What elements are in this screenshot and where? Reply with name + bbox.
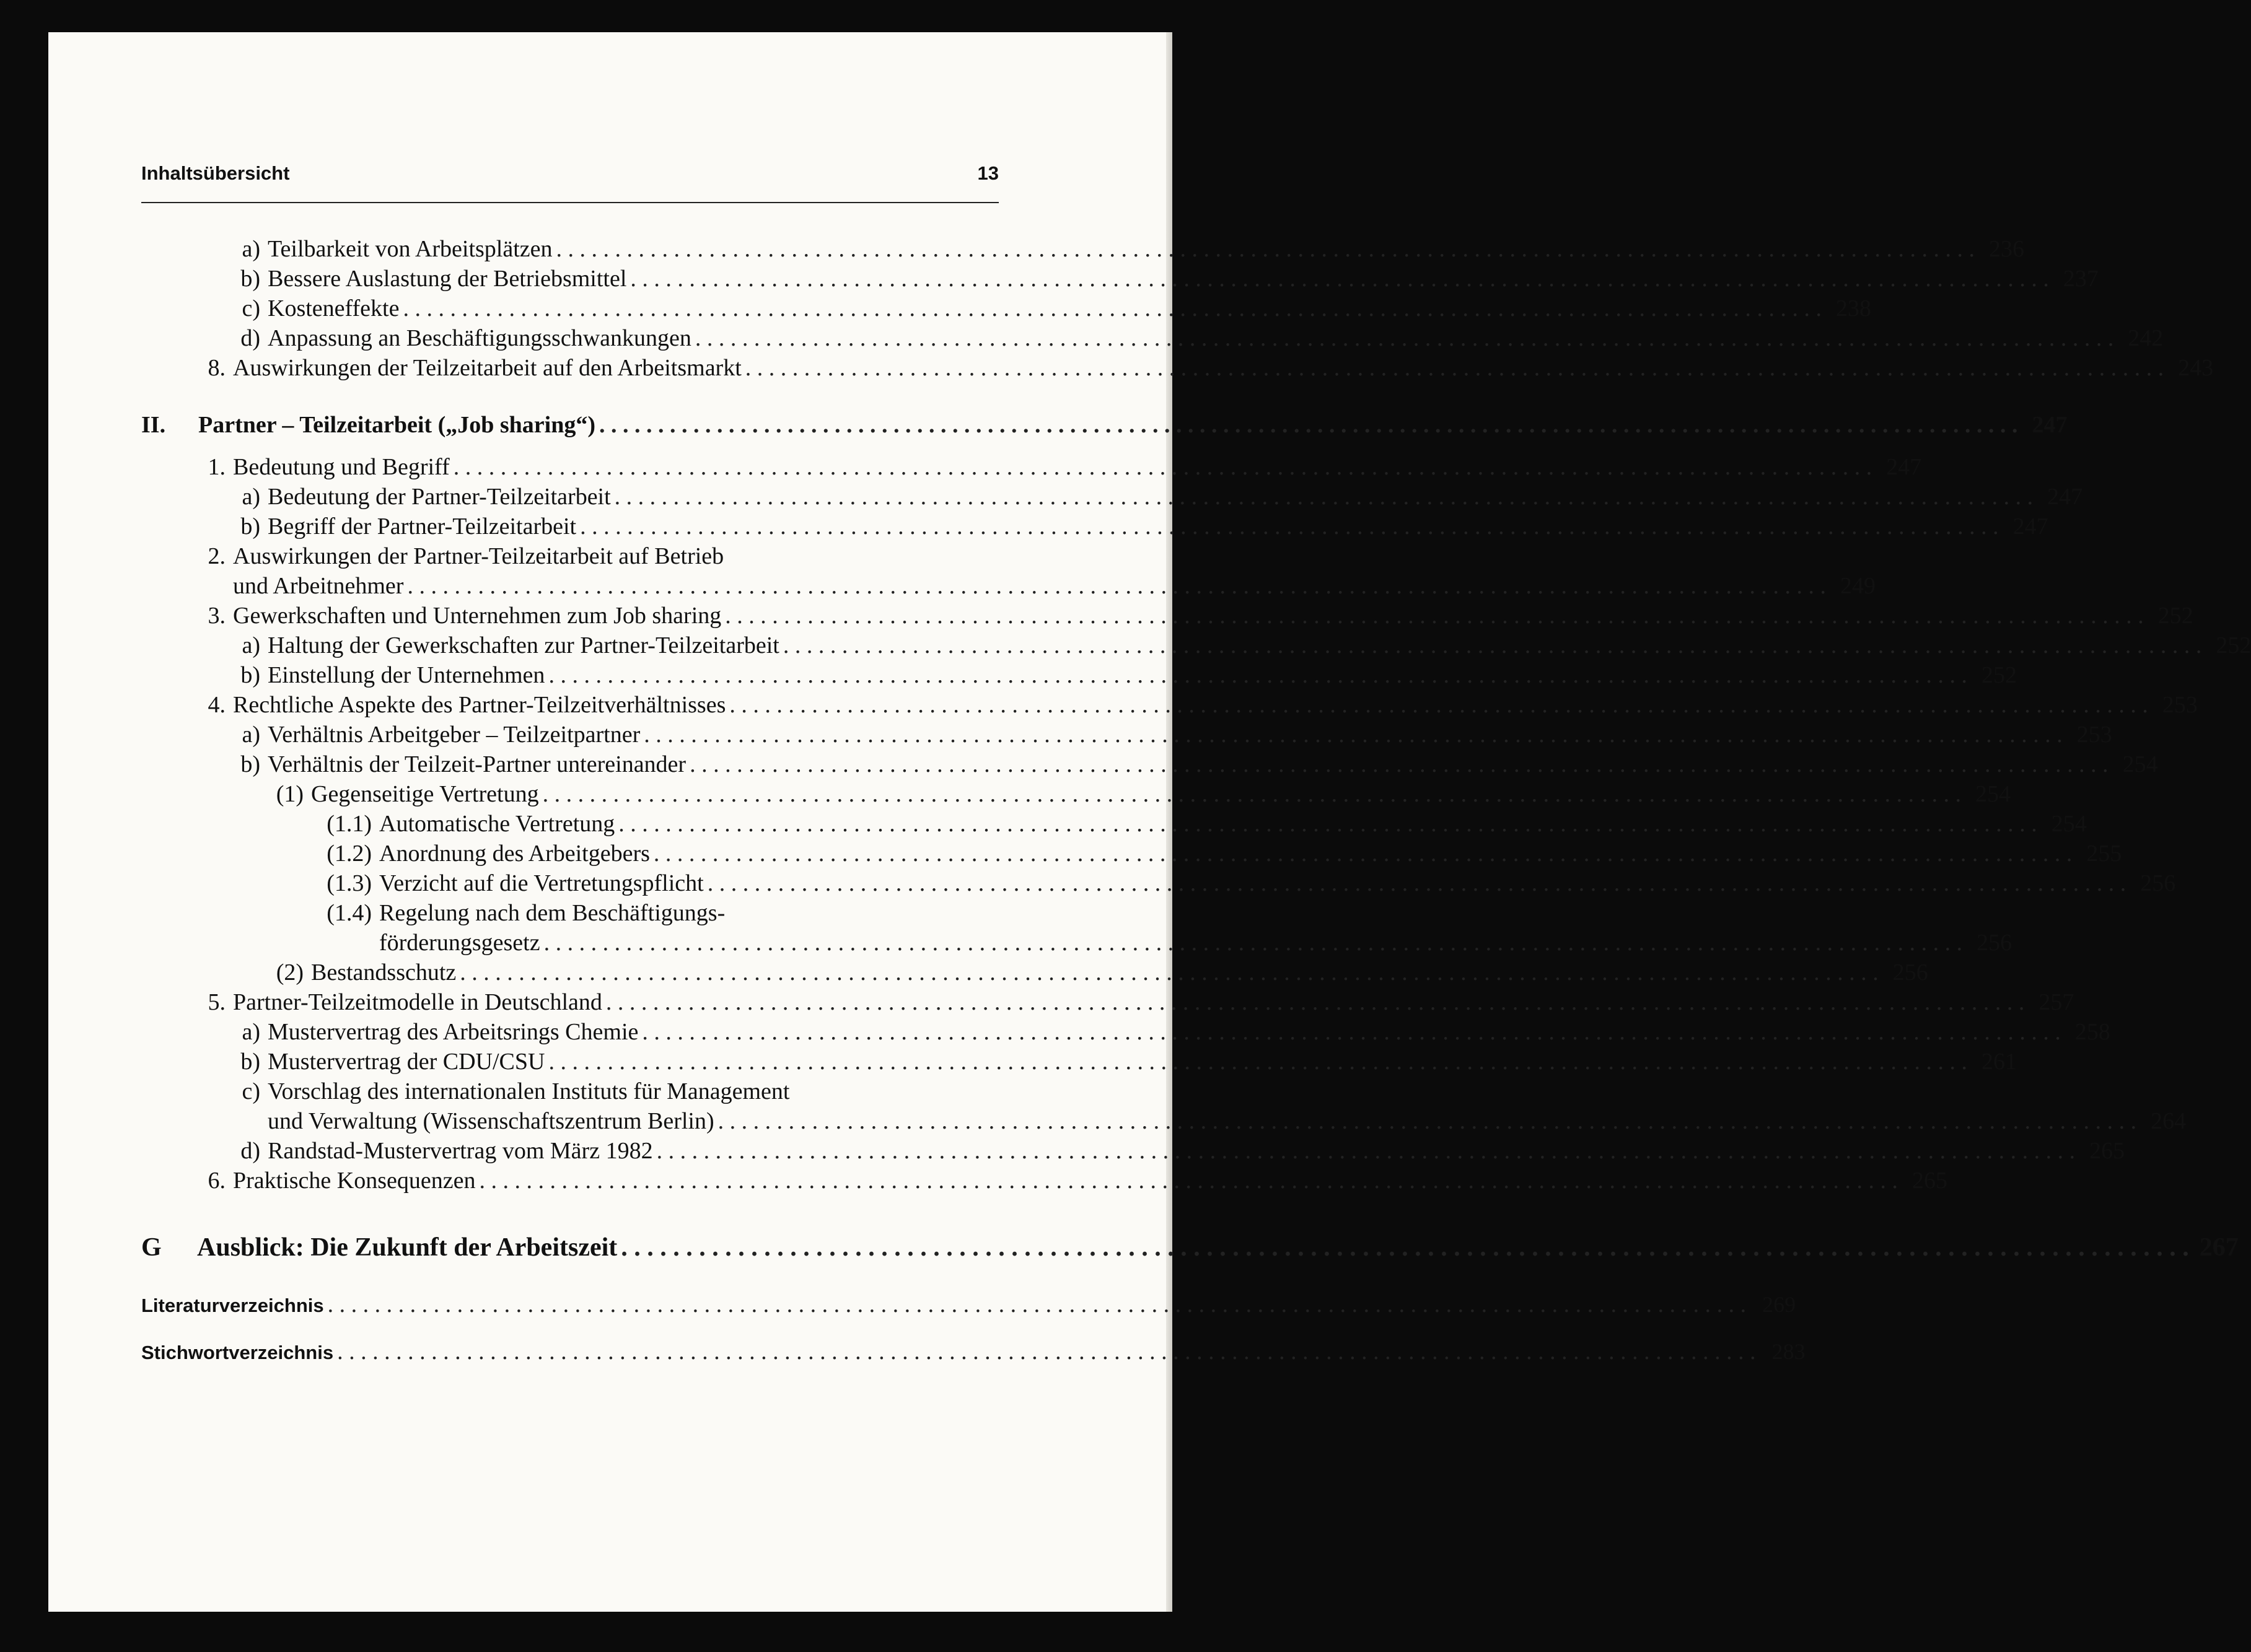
dot-leader	[654, 839, 2073, 868]
toc-entry	[141, 1017, 2110, 1047]
table-of-contents	[141, 234, 2251, 1366]
toc-entry-title: Rechtliche Aspekte des Partner-Teilzeitverhältnisses	[233, 692, 726, 718]
dot-leader	[328, 1290, 1747, 1319]
toc-entry	[141, 541, 999, 571]
toc-entry	[141, 294, 1871, 323]
toc-entry	[141, 839, 2122, 868]
toc-entry	[141, 631, 2251, 660]
dot-leader	[548, 660, 1967, 690]
toc-entry	[141, 571, 1876, 601]
toc-entry-number: d)	[240, 325, 260, 351]
toc-entry-number: b)	[240, 751, 260, 777]
header-page-number: 13	[977, 162, 999, 184]
dot-leader	[544, 928, 1963, 958]
section-gap	[141, 1195, 999, 1233]
header-rule	[141, 202, 999, 203]
toc-entry-title: Bestandsschutz	[311, 959, 457, 986]
toc-entry-number: a)	[242, 632, 260, 658]
toc-entry-page: 249	[1840, 573, 1876, 599]
dot-leader	[599, 410, 2018, 440]
dot-leader	[783, 631, 2202, 660]
dot-leader	[718, 1106, 2137, 1136]
toc-entry-page: 256	[1977, 930, 2012, 956]
toc-entry	[141, 809, 2087, 839]
toc-entry	[141, 512, 2048, 541]
header-title: Inhaltsübersicht	[141, 162, 290, 184]
toc-entry	[141, 660, 2017, 690]
toc-entry-title: förderungsgesetz	[379, 930, 540, 956]
dot-leader	[695, 323, 2114, 353]
toc-entry-page: 265	[1912, 1168, 1947, 1194]
toc-entry-page: 238	[1835, 295, 1871, 321]
dot-leader	[745, 353, 2164, 383]
toc-entry-title: Haltung der Gewerkschaften zur Partner-Teilzeitarbeit	[268, 632, 779, 658]
toc-entry-number: b)	[240, 1049, 260, 1075]
dot-leader	[480, 1166, 1898, 1195]
toc-entry-number: c)	[242, 295, 260, 321]
toc-entry-page: 247	[2012, 514, 2048, 540]
toc-entry-number: (1.1)	[327, 811, 372, 837]
toc-entry-number: (1)	[276, 781, 304, 807]
toc-entry-number: G	[141, 1233, 162, 1262]
toc-entry	[141, 928, 2012, 958]
toc-entry-page: 269	[1762, 1292, 1796, 1317]
dot-leader	[630, 264, 2049, 294]
toc-entry-page: 257	[2038, 989, 2074, 1015]
toc-entry-page: 247	[1886, 454, 1922, 480]
toc-entry-number: c)	[242, 1078, 260, 1104]
section-gap	[141, 1265, 999, 1290]
dot-leader	[618, 809, 2037, 839]
toc-entry-title: Bessere Auslastung der Betriebsmittel	[268, 266, 627, 292]
toc-entry-page: 243	[2178, 355, 2214, 381]
toc-entry-number: (1.2)	[327, 841, 372, 867]
toc-entry-title: und Arbeitnehmer	[233, 573, 404, 599]
toc-entry-number: a)	[242, 722, 260, 748]
toc-entry-number: b)	[240, 662, 260, 688]
toc-entry-page: 254	[2051, 811, 2087, 837]
section-gap	[141, 1319, 999, 1337]
toc-entry-title: Stichwortverzeichnis	[141, 1342, 334, 1363]
toc-entry-title: Gegenseitige Vertretung	[311, 781, 539, 807]
toc-entry	[141, 1337, 1806, 1366]
toc-entry-title: Auswirkungen der Partner-Teilzeitarbeit auf Betrieb	[233, 543, 724, 569]
toc-entry	[141, 750, 2158, 779]
toc-entry-page: 267	[2199, 1233, 2239, 1262]
toc-entry-page: 256	[1892, 959, 1928, 986]
toc-entry	[141, 323, 2164, 353]
dot-leader	[657, 1136, 2076, 1166]
dot-leader	[460, 958, 1879, 987]
toc-entry	[141, 720, 2112, 750]
running-header	[141, 162, 999, 187]
toc-entry-title: Verhältnis Arbeitgeber – Teilzeitpartner	[268, 722, 641, 748]
dot-leader	[543, 779, 1962, 809]
toc-entry-number: 8.	[208, 355, 226, 381]
toc-entry-number: (2)	[276, 959, 304, 986]
dot-leader	[690, 750, 2108, 779]
toc-entry	[141, 353, 2214, 383]
toc-entry-title: Verzicht auf die Vertretungspflicht	[379, 870, 704, 896]
toc-entry-title: Mustervertrag des Arbeitsrings Chemie	[268, 1019, 639, 1045]
toc-entry-number: b)	[240, 514, 260, 540]
dot-leader	[725, 601, 2144, 631]
toc-entry	[141, 234, 2025, 264]
toc-entry-number: a)	[242, 236, 260, 262]
toc-entry-title: Gewerkschaften und Unternehmen zum Job sharing	[233, 603, 722, 629]
toc-entry	[141, 1136, 2125, 1166]
toc-entry-page: 283	[1771, 1339, 1806, 1364]
toc-entry	[141, 958, 1928, 987]
dot-leader	[615, 482, 2034, 512]
toc-entry-page: 253	[2162, 692, 2198, 718]
toc-entry-number: d)	[240, 1138, 260, 1164]
toc-entry-title: Anpassung an Beschäftigungsschwankungen	[268, 325, 691, 351]
toc-entry-page: 252	[2216, 632, 2251, 658]
toc-entry-title: Kosteneffekte	[268, 295, 400, 321]
toc-entry	[141, 898, 999, 928]
toc-entry-title: Partner – Teilzeitarbeit („Job sharing“)	[198, 412, 596, 438]
toc-entry	[141, 868, 2176, 898]
toc-entry-page: 254	[1975, 781, 2011, 807]
toc-entry	[141, 452, 1922, 482]
toc-entry-number: 3.	[208, 603, 226, 629]
toc-entry-page: 237	[2063, 266, 2099, 292]
toc-entry-title: Anordnung des Arbeitgebers	[379, 841, 650, 867]
dot-leader	[407, 571, 1826, 601]
toc-entry-page: 252	[2157, 603, 2193, 629]
toc-entry	[141, 482, 2083, 512]
toc-entry	[141, 779, 2011, 809]
toc-entry-page: 252	[1981, 662, 2017, 688]
dot-leader	[621, 1233, 2189, 1262]
toc-entry-page: 242	[2128, 325, 2164, 351]
toc-entry-number: 6.	[208, 1168, 226, 1194]
toc-entry-page: 253	[2076, 722, 2112, 748]
toc-entry	[141, 410, 2068, 440]
dot-leader	[580, 512, 1999, 541]
toc-entry	[141, 264, 2099, 294]
toc-entry-title: Auswirkungen der Teilzeitarbeit auf den Arbeitsmarkt	[233, 355, 742, 381]
toc-entry	[141, 601, 2193, 631]
toc-entry-title: Verhältnis der Teilzeit-Partner untereinander	[268, 751, 687, 777]
toc-entry	[141, 1106, 2187, 1136]
toc-entry-number: b)	[240, 266, 260, 292]
toc-entry-title: Begriff der Partner-Teilzeitarbeit	[268, 514, 577, 540]
toc-entry-title: Regelung nach dem Beschäftigungs-	[379, 900, 726, 926]
toc-entry	[141, 1077, 999, 1106]
section-gap	[141, 383, 999, 410]
toc-entry-title: Mustervertrag der CDU/CSU	[268, 1049, 545, 1075]
toc-entry	[141, 1290, 1796, 1319]
toc-entry-number: 5.	[208, 989, 226, 1015]
toc-entry-page: 255	[2086, 841, 2122, 867]
dot-leader	[337, 1337, 1756, 1366]
toc-entry-page: 258	[2074, 1019, 2110, 1045]
dot-leader	[454, 452, 1872, 482]
toc-entry-title: Randstad-Mustervertrag vom März 1982	[268, 1138, 653, 1164]
toc-entry-page: 261	[1981, 1049, 2017, 1075]
toc-entry-number: II.	[141, 412, 166, 438]
toc-entry-number: 2.	[208, 543, 226, 569]
dot-leader	[644, 720, 2063, 750]
toc-entry-number: (1.3)	[327, 870, 372, 896]
toc-entry-number: 1.	[208, 454, 226, 480]
dot-leader	[708, 868, 2126, 898]
toc-entry-page: 254	[2122, 751, 2158, 777]
toc-entry-title: Bedeutung der Partner-Teilzeitarbeit	[268, 484, 611, 510]
toc-entry	[141, 1047, 2017, 1077]
dot-leader	[642, 1017, 2061, 1047]
toc-entry-number: (1.4)	[327, 900, 372, 926]
section-gap	[141, 440, 999, 452]
toc-entry-page: 247	[2032, 412, 2068, 438]
toc-entry-page: 264	[2151, 1108, 2187, 1134]
dot-leader	[729, 690, 2148, 720]
toc-entry-title: Automatische Vertretung	[379, 811, 615, 837]
toc-entry	[141, 987, 2074, 1017]
toc-entry-number: a)	[242, 1019, 260, 1045]
toc-entry-title: Bedeutung und Begriff	[233, 454, 450, 480]
toc-entry-page: 265	[2089, 1138, 2125, 1164]
toc-entry-title: Literaturverzeichnis	[141, 1295, 324, 1316]
toc-entry-page: 256	[2140, 870, 2176, 896]
toc-entry	[141, 1233, 2239, 1265]
toc-entry-number: 4.	[208, 692, 226, 718]
dot-leader	[556, 234, 1975, 264]
toc-entry-number: a)	[242, 484, 260, 510]
dot-leader	[548, 1047, 1967, 1077]
toc-entry-title: Einstellung der Unternehmen	[268, 662, 545, 688]
toc-entry-title: und Verwaltung (Wissenschaftszentrum Berlin)	[268, 1108, 714, 1134]
toc-entry-title: Vorschlag des internationalen Instituts für Management	[268, 1078, 790, 1104]
toc-entry-page: 247	[2047, 484, 2083, 510]
dot-leader	[606, 987, 2025, 1017]
toc-entry	[141, 1166, 1947, 1195]
toc-entry	[141, 690, 2198, 720]
toc-entry-title: Teilbarkeit von Arbeitsplätzen	[268, 236, 553, 262]
toc-entry-page: 236	[1989, 236, 2025, 262]
dot-leader	[403, 294, 1822, 323]
toc-entry-title: Praktische Konsequenzen	[233, 1168, 476, 1194]
toc-entry-title: Ausblick: Die Zukunft der Arbeitszeit	[197, 1233, 618, 1262]
toc-entry-title: Partner-Teilzeitmodelle in Deutschland	[233, 989, 602, 1015]
